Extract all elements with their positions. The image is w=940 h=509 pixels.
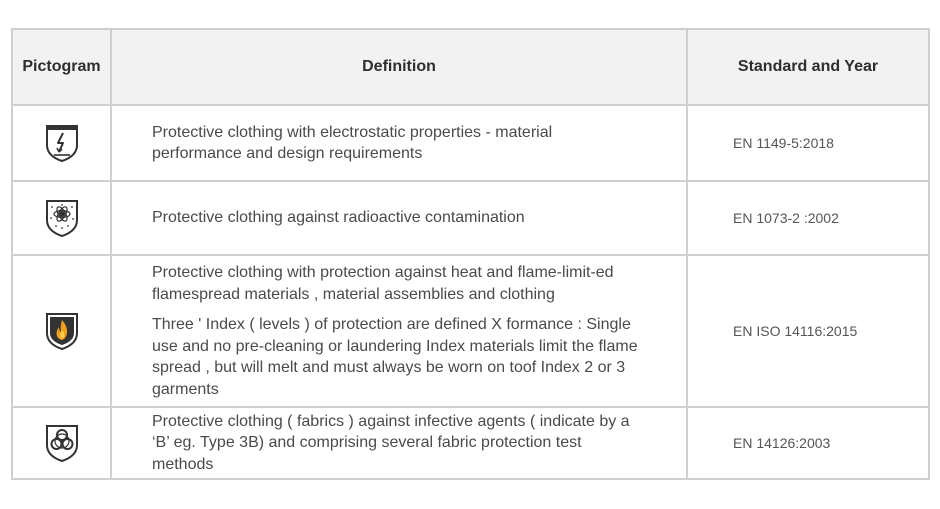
definition-text: Protective clothing with protection against heat and flame-limit-ed flamespread materials , material assemblies and clothing <box>152 264 614 303</box>
biohazard-shield-icon <box>44 423 80 463</box>
standard-cell: EN 14126:2003 <box>733 435 831 451</box>
table-row <box>13 180 928 254</box>
definition-cell <box>112 106 686 180</box>
definition-text: Protective clothing with electrostatic properties - material performance and design requirements <box>152 123 553 162</box>
standard-cell: EN ISO 14116:2015 <box>733 323 858 339</box>
standard-cell: EN 1073-2 :2002 <box>733 210 839 226</box>
standards-table <box>11 28 930 480</box>
definition-text: Protective clothing ( fabrics ) against infective agents ( indicate by a ‘B’ eg. Type 3B) and comprising several fabric protection test methods <box>152 412 630 473</box>
heat-flame-shield-icon <box>44 311 80 351</box>
pictogram-column-header: Pictogram <box>22 58 101 75</box>
standard-column-header: Standard and Year <box>737 58 879 75</box>
electrostatic-shield-icon <box>44 123 80 163</box>
table-header-row <box>13 30 928 104</box>
definition-cell <box>112 256 686 406</box>
definition-cell <box>112 182 686 254</box>
radioactive-contamination-shield-icon <box>44 198 80 238</box>
definition-text: Protective clothing against radioactive contamination <box>152 209 525 227</box>
table-row <box>13 254 928 406</box>
definition-cell <box>112 408 686 478</box>
standard-cell: EN 1149-5:2018 <box>733 135 834 151</box>
definition-text: Three ' Index ( levels ) of protection are defined X formance : Single use and no pre-cleaning or laundering Index materials limit the flame spread , but will melt and must always be worn on toof Index 2 or 3 garments <box>152 316 638 398</box>
table-row <box>13 406 928 478</box>
definition-column-header: Definition <box>362 58 436 75</box>
table-row <box>13 104 928 180</box>
